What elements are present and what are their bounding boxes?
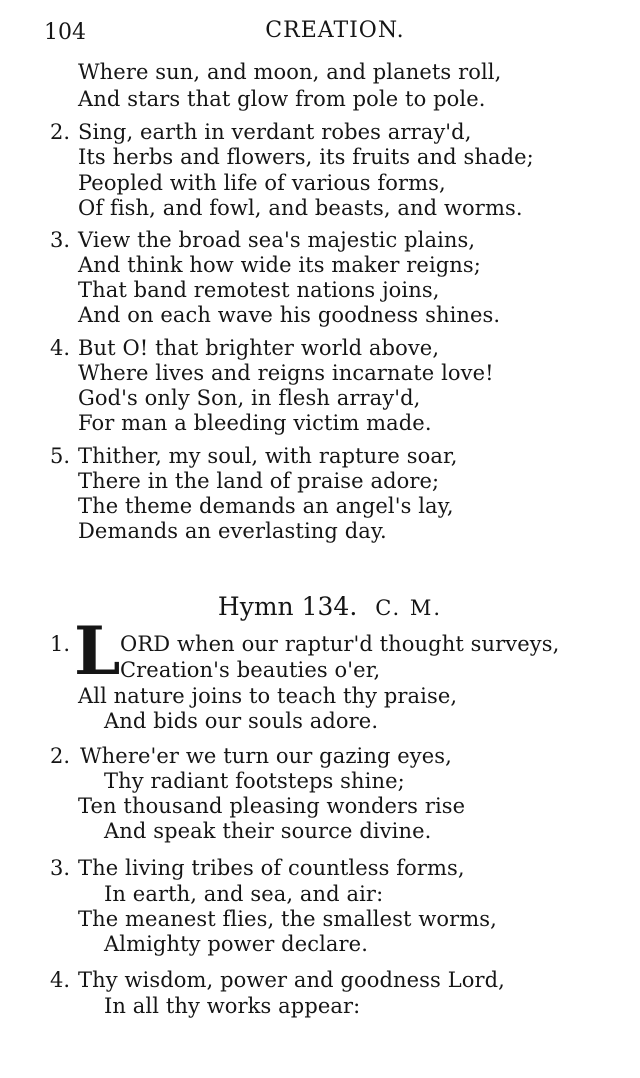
verse-line: Its herbs and flowers, its fruits and shade; [78,145,534,169]
verse-line: Where'er we turn our gazing eyes, [80,744,452,768]
stanza-number: 2. [50,744,71,768]
verse-line: Of fish, and fowl, and beasts, and worms. [78,196,523,220]
verse-line: Thy wisdom, power and goodness Lord, [78,968,505,992]
verse-line: Where sun, and moon, and planets roll, [78,60,502,84]
stanza-number: 1. [50,632,71,656]
verse-line: For man a bleeding victim made. [78,411,432,435]
stanza-number: 4. [50,968,71,992]
hymn-meter: C. M. [375,596,443,620]
verse-line: Ten thousand pleasing wonders rise [78,794,466,818]
verse-line: And on each wave his goodness shines. [78,303,501,327]
verse-line: There in the land of praise adore; [78,469,440,493]
drop-cap: L [74,612,121,690]
verse-line: But O! that brighter world above, [78,336,440,360]
verse-line: The meanest flies, the smallest worms, [78,907,497,931]
stanza-number: 3. [50,856,71,880]
verse-line: And stars that glow from pole to pole. [78,87,486,111]
verse-line: In all thy works appear: [104,994,361,1018]
verse-line: Where lives and reigns incarnate love! [78,361,494,385]
verse-line: And bids our souls adore. [104,709,379,733]
verse-line: The living tribes of countless forms, [78,856,465,880]
verse-line: God's only Son, in flesh array'd, [78,386,421,410]
verse-line: Almighty power declare. [104,932,368,956]
verse-line: Thither, my soul, with rapture soar, [78,444,458,468]
verse-line: ORD when our raptur'd thought surveys, [120,632,560,656]
verse-line: Sing, earth in verdant robes array'd, [78,120,472,144]
stanza-number: 3. [50,228,71,252]
stanza-number: 5. [50,444,71,468]
running-title: CREATION. [265,18,405,43]
verse-line: Demands an everlasting day. [78,519,387,543]
verse-line: All nature joins to teach thy praise, [78,684,458,708]
verse-line: Thy radiant footsteps shine; [104,769,405,793]
verse-line: In earth, and sea, and air: [104,882,384,906]
hymn-number: Hymn 134. [217,592,358,621]
stanza-number: 4. [50,336,71,360]
verse-line: The theme demands an angel's lay, [78,494,454,518]
page-number: 104 [44,20,86,45]
verse-line: And speak their source divine. [104,819,432,843]
verse-line: View the broad sea's majestic plains, [78,228,476,252]
verse-line: Peopled with life of various forms, [78,171,446,195]
verse-line: And think how wide its maker reigns; [78,253,481,277]
stanza-number: 2. [50,120,71,144]
verse-line: That band remotest nations joins, [78,278,440,302]
verse-line: Creation's beauties o'er, [120,658,381,682]
